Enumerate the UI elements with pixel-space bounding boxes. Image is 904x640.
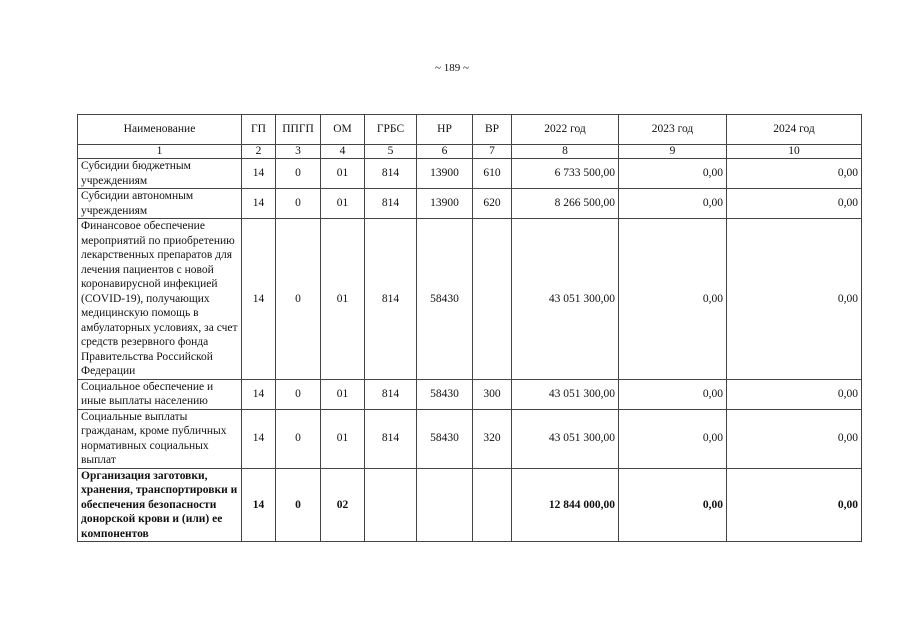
column-number: 5	[365, 145, 417, 159]
row-2024: 0,00	[727, 189, 862, 219]
column-number: 4	[321, 145, 365, 159]
row-name: Финансовое обеспечение мероприятий по приобретению лекарственных препаратов для лечения пациентов с новой коронавирусной инфекцией (COVID-19), получающих медицинскую помощь в амбулаторных условиях, за счет средств резервного фонда Правительства Российской Федерации	[78, 219, 242, 380]
row-2023: 0,00	[619, 159, 727, 189]
header-2022: 2022 год	[512, 115, 619, 145]
row-gp: 14	[242, 409, 276, 468]
row-vr	[473, 219, 512, 380]
column-number: 3	[276, 145, 321, 159]
table-row	[78, 219, 862, 380]
row-nr: 58430	[417, 379, 473, 409]
table-row	[78, 379, 862, 409]
header-ppgp: ППГП	[276, 115, 321, 145]
header-nr: НР	[417, 115, 473, 145]
row-2023: 0,00	[619, 409, 727, 468]
header-grbs: ГРБС	[365, 115, 417, 145]
row-nr: 13900	[417, 159, 473, 189]
row-name: Субсидии автономным учреждениям	[78, 189, 242, 219]
row-2023: 0,00	[619, 379, 727, 409]
row-grbs	[365, 468, 417, 542]
row-om: 01	[321, 379, 365, 409]
row-2022: 43 051 300,00	[512, 409, 619, 468]
row-name: Организация заготовки, хранения, транспортировки и обеспечения безопасности донорской крови и (или) ее компонентов	[78, 468, 242, 542]
row-2022: 12 844 000,00	[512, 468, 619, 542]
row-grbs: 814	[365, 219, 417, 380]
row-grbs: 814	[365, 159, 417, 189]
row-2022: 43 051 300,00	[512, 379, 619, 409]
row-vr: 300	[473, 379, 512, 409]
header-name: Наименование	[78, 115, 242, 145]
row-om: 02	[321, 468, 365, 542]
column-number: 6	[417, 145, 473, 159]
row-2024: 0,00	[727, 409, 862, 468]
row-2023: 0,00	[619, 189, 727, 219]
table-row	[78, 468, 862, 542]
row-vr: 620	[473, 189, 512, 219]
row-nr: 58430	[417, 219, 473, 380]
header-2023: 2023 год	[619, 115, 727, 145]
row-ppgp: 0	[276, 159, 321, 189]
row-name: Социальное обеспечение и иные выплаты населению	[78, 379, 242, 409]
table-row	[78, 189, 862, 219]
column-number: 2	[242, 145, 276, 159]
row-om: 01	[321, 189, 365, 219]
column-number: 10	[727, 145, 862, 159]
row-2024: 0,00	[727, 468, 862, 542]
row-om: 01	[321, 159, 365, 189]
row-ppgp: 0	[276, 409, 321, 468]
row-vr	[473, 468, 512, 542]
row-gp: 14	[242, 219, 276, 380]
header-2024: 2024 год	[727, 115, 862, 145]
column-number: 1	[78, 145, 242, 159]
page-number: ~ 189 ~	[435, 62, 469, 74]
row-2022: 43 051 300,00	[512, 219, 619, 380]
row-om: 01	[321, 409, 365, 468]
row-grbs: 814	[365, 189, 417, 219]
row-2024: 0,00	[727, 219, 862, 380]
row-2024: 0,00	[727, 379, 862, 409]
column-number: 8	[512, 145, 619, 159]
row-grbs: 814	[365, 409, 417, 468]
row-name: Социальные выплаты гражданам, кроме публичных нормативных социальных выплат	[78, 409, 242, 468]
header-om: ОМ	[321, 115, 365, 145]
row-vr: 320	[473, 409, 512, 468]
header-gp: ГП	[242, 115, 276, 145]
row-grbs: 814	[365, 379, 417, 409]
row-2022: 6 733 500,00	[512, 159, 619, 189]
table-row	[78, 159, 862, 189]
row-ppgp: 0	[276, 379, 321, 409]
row-gp: 14	[242, 468, 276, 542]
row-gp: 14	[242, 159, 276, 189]
column-number: 9	[619, 145, 727, 159]
table-row	[78, 409, 862, 468]
row-nr	[417, 468, 473, 542]
column-number-row	[78, 145, 862, 159]
row-2023: 0,00	[619, 219, 727, 380]
row-nr: 13900	[417, 189, 473, 219]
row-gp: 14	[242, 379, 276, 409]
row-2024: 0,00	[727, 159, 862, 189]
row-vr: 610	[473, 159, 512, 189]
row-2023: 0,00	[619, 468, 727, 542]
row-nr: 58430	[417, 409, 473, 468]
header-vr: ВР	[473, 115, 512, 145]
row-2022: 8 266 500,00	[512, 189, 619, 219]
budget-table	[77, 114, 862, 542]
row-ppgp: 0	[276, 468, 321, 542]
row-ppgp: 0	[276, 189, 321, 219]
row-om: 01	[321, 219, 365, 380]
column-number: 7	[473, 145, 512, 159]
row-ppgp: 0	[276, 219, 321, 380]
row-name: Субсидии бюджетным учреждениям	[78, 159, 242, 189]
row-gp: 14	[242, 189, 276, 219]
header-row	[78, 115, 862, 145]
